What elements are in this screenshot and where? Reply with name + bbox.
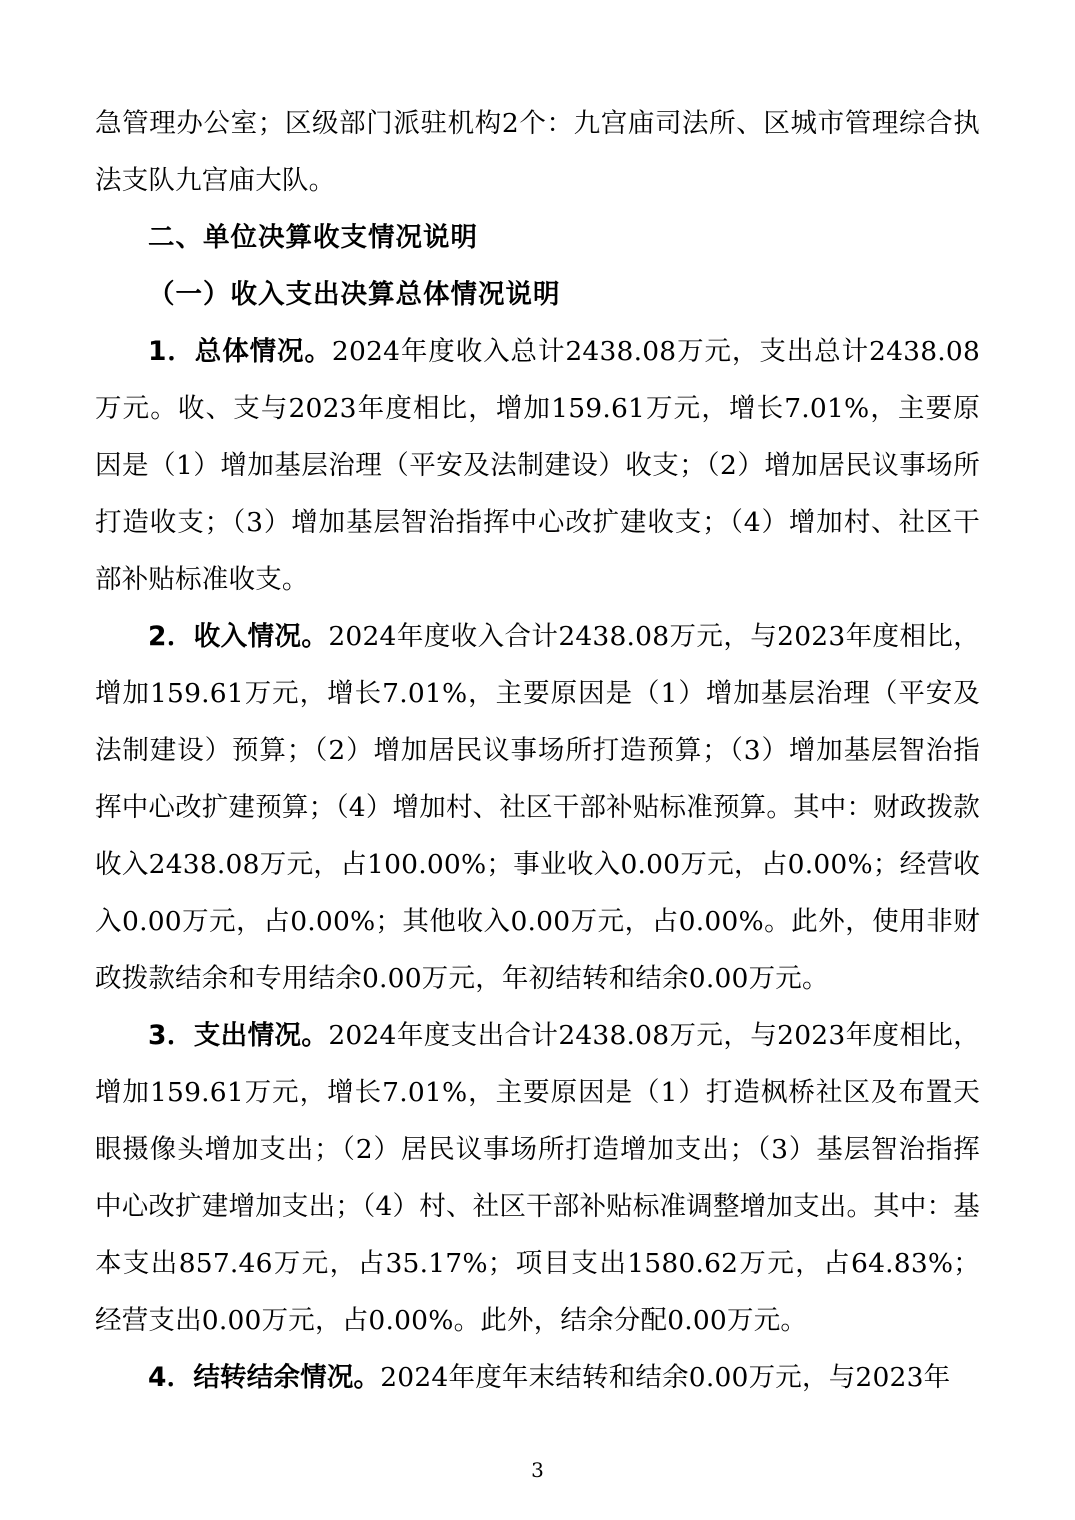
list-item-lead-3: 3．支出情况。 <box>148 1020 329 1051</box>
list-item-income-situation <box>95 608 980 1007</box>
list-item-text-3: 2024年度支出合计2438.08万元，与2023年度相比，增加159.61万元，增长7.01%，主要原因是（1）打造枫桥社区及布置天眼摄像头增加支出；（2）居民议事场所打造增加支出；（3）基层智治指挥中心改扩建增加支出；（4）村、社区干部补贴标准调整增加支出。其中：基本支出857.46万元，占35.17%；项目支出1580.62万元，占64.83%；经营支出0.00万元，占0.00%。此外，结余分配0.00万元。 <box>95 1020 980 1336</box>
subsection-heading-2-1: （一）收入支出决算总体情况说明 <box>148 279 561 310</box>
list-item-text-2: 2024年度收入合计2438.08万元，与2023年度相比，增加159.61万元，增长7.01%，主要原因是（1）增加基层治理（平安及法制建设）预算；（2）增加居民议事场所打造预算；（3）增加基层智治指挥中心改扩建预算；（4）增加村、社区干部补贴标准预算。其中：财政拨款收入2438.08万元，占100.00%；事业收入0.00万元，占0.00%；经营收入0.00万元，占0.00%；其他收入0.00万元，占0.00%。此外，使用非财政拨款结余和专用结余0.00万元，年初结转和结余0.00万元。 <box>95 621 980 994</box>
list-item-overall-situation <box>95 323 980 608</box>
list-item-expenditure-situation <box>95 1007 980 1349</box>
list-item-lead-2: 2．收入情况。 <box>148 621 329 652</box>
page-number: 3 <box>531 1458 544 1482</box>
list-item-carryover-situation <box>95 1349 980 1406</box>
document-body <box>95 95 980 1406</box>
list-item-text-4: 2024年度年末结转和结余0.00万元，与2023年 <box>380 1362 951 1393</box>
paragraph-continued: 急管理办公室；区级部门派驻机构2个：九宫庙司法所、区城市管理综合执法支队九宫庙大队。 <box>95 108 980 196</box>
list-item-lead-1: 1．总体情况。 <box>148 336 332 367</box>
list-item-text-1: 2024年度收入总计2438.08万元，支出总计2438.08万元。收、支与2023年度相比，增加159.61万元，增长7.01%，主要原因是（1）增加基层治理（平安及法制建设）收支；（2）增加居民议事场所打造收支；（3）增加基层智治指挥中心改扩建收支；（4）增加村、社区干部补贴标准收支。 <box>95 336 981 595</box>
list-item-lead-4: 4．结转结余情况。 <box>148 1362 381 1393</box>
section-heading-2: 二、单位决算收支情况说明 <box>148 222 478 253</box>
